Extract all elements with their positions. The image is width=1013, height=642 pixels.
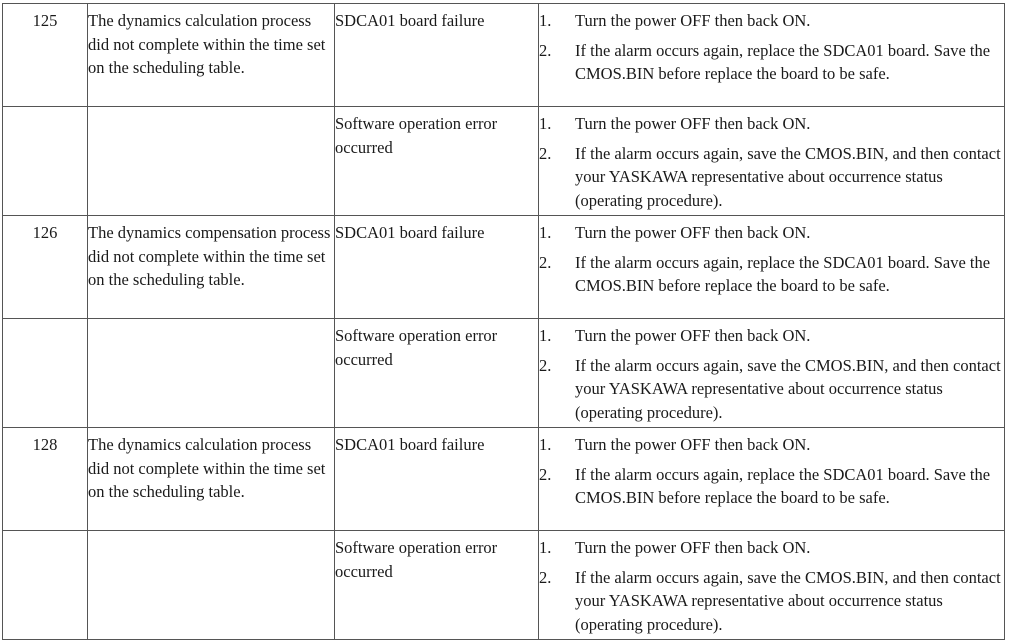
step-text: Turn the power OFF then back ON. (575, 114, 811, 133)
step-number: 2. (539, 143, 552, 163)
step-text: Turn the power OFF then back ON. (575, 223, 811, 242)
alarm-row (3, 216, 1005, 319)
alarm-table (2, 3, 1005, 640)
alarm-cause: Software operation error occurred (335, 531, 539, 640)
step-number: 2. (539, 464, 552, 484)
alarm-description-empty (88, 107, 335, 216)
alarm-cause: SDCA01 board failure (335, 216, 539, 319)
remedy-step (539, 142, 1004, 213)
alarm-description-empty (88, 531, 335, 640)
step-number: 1. (539, 538, 552, 557)
alarm-code: 126 (3, 216, 88, 319)
alarm-code-empty (3, 107, 88, 216)
step-text: If the alarm occurs again, replace the SDCA01 board. Save the CMOS.BIN before replace the board to be safe. (575, 464, 991, 507)
step-text: If the alarm occurs again, save the CMOS.BIN, and then contact your YASKAWA representative about occurrence status (operating procedure). (575, 567, 1001, 634)
alarm-cause: SDCA01 board failure (335, 4, 539, 107)
step-number: 1. (539, 223, 552, 242)
step-text: Turn the power OFF then back ON. (575, 326, 811, 345)
remedy-cell (539, 531, 1005, 640)
step-text: Turn the power OFF then back ON. (575, 11, 811, 30)
step-number: 2. (539, 355, 552, 375)
alarm-code: 128 (3, 428, 88, 531)
step-number: 1. (539, 114, 552, 133)
step-number: 2. (539, 252, 552, 272)
step-text: If the alarm occurs again, replace the SDCA01 board. Save the CMOS.BIN before replace the board to be safe. (575, 252, 991, 295)
remedy-step (539, 112, 1004, 136)
alarm-code-empty (3, 319, 88, 428)
remedy-cell (539, 319, 1005, 428)
alarm-description: The dynamics compensation process did not complete within the time set on the scheduling table. (88, 216, 335, 319)
alarm-cause: Software operation error occurred (335, 319, 539, 428)
alarm-code-empty (3, 531, 88, 640)
alarm-row (3, 428, 1005, 531)
remedy-step (539, 536, 1004, 560)
alarm-row (3, 107, 1005, 216)
alarm-row (3, 319, 1005, 428)
alarm-description-empty (88, 319, 335, 428)
remedy-step (539, 9, 1004, 33)
step-number: 2. (539, 40, 552, 60)
step-number: 1. (539, 326, 552, 345)
step-number: 1. (539, 11, 552, 30)
step-text: If the alarm occurs again, save the CMOS.BIN, and then contact your YASKAWA representative about occurrence status (operating procedure). (575, 143, 1001, 210)
remedy-cell (539, 216, 1005, 319)
remedy-step (539, 324, 1004, 348)
alarm-row (3, 531, 1005, 640)
step-text: If the alarm occurs again, replace the SDCA01 board. Save the CMOS.BIN before replace the board to be safe. (575, 40, 991, 83)
alarm-description: The dynamics calculation process did not complete within the time set on the scheduling table. (88, 4, 335, 107)
remedy-cell (539, 428, 1005, 531)
step-text: Turn the power OFF then back ON. (575, 435, 811, 454)
remedy-step (539, 39, 1004, 86)
remedy-step (539, 354, 1004, 425)
alarm-cause: SDCA01 board failure (335, 428, 539, 531)
alarm-code: 125 (3, 4, 88, 107)
remedy-cell (539, 107, 1005, 216)
remedy-cell (539, 4, 1005, 107)
remedy-step (539, 463, 1004, 510)
step-text: Turn the power OFF then back ON. (575, 538, 811, 557)
step-number: 2. (539, 567, 552, 587)
alarm-row (3, 4, 1005, 107)
remedy-step (539, 251, 1004, 298)
alarm-cause: Software operation error occurred (335, 107, 539, 216)
remedy-step (539, 433, 1004, 457)
remedy-step (539, 221, 1004, 245)
remedy-step (539, 566, 1004, 637)
step-number: 1. (539, 435, 552, 454)
alarm-description: The dynamics calculation process did not complete within the time set on the scheduling table. (88, 428, 335, 531)
step-text: If the alarm occurs again, save the CMOS.BIN, and then contact your YASKAWA representative about occurrence status (operating procedure). (575, 355, 1001, 422)
